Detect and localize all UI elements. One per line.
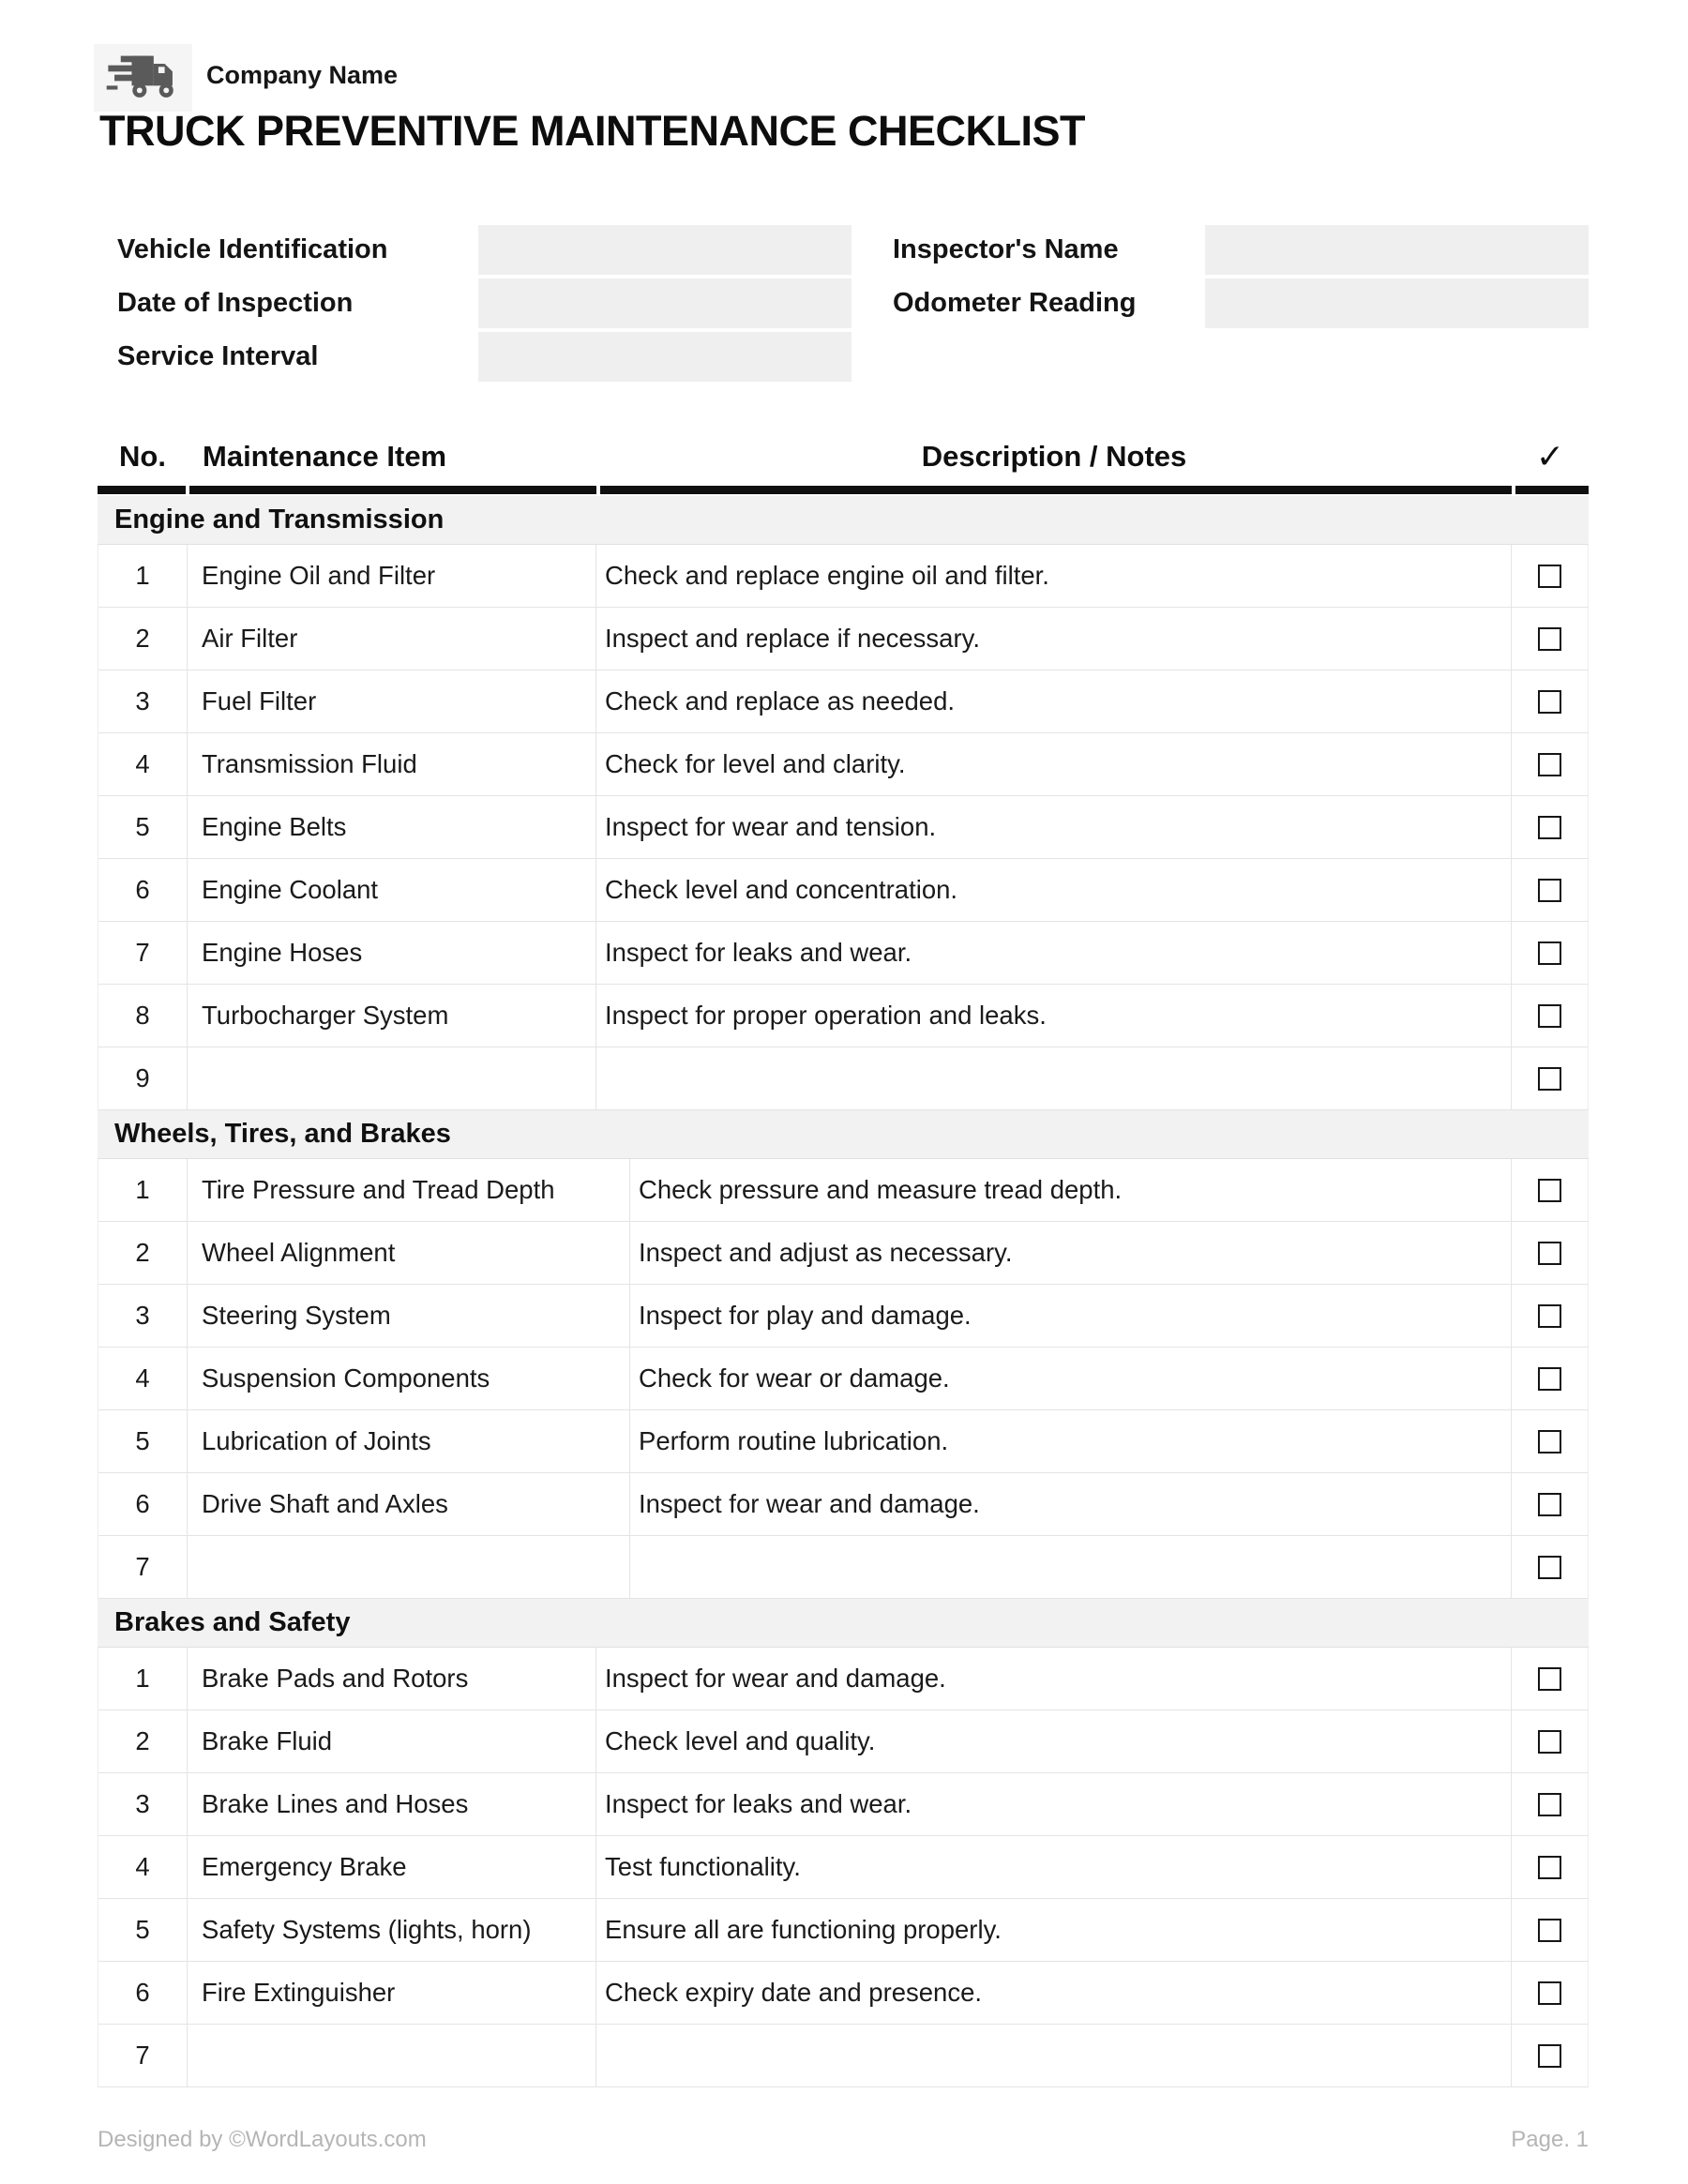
row-check-cell <box>1512 608 1588 670</box>
row-item: Brake Lines and Hoses <box>188 1773 596 1835</box>
truck-icon <box>100 49 187 107</box>
row-check-cell <box>1512 670 1588 732</box>
checkbox[interactable] <box>1538 1004 1561 1028</box>
row-check-cell <box>1512 2025 1588 2086</box>
row-item: Suspension Components <box>188 1348 630 1409</box>
row-check-cell <box>1512 1710 1588 1772</box>
checkbox[interactable] <box>1538 1730 1561 1754</box>
row-check-cell <box>1512 922 1588 984</box>
row-description: Check and replace engine oil and filter. <box>596 545 1512 607</box>
section-title: Engine and Transmission <box>114 505 445 535</box>
row-description: Check pressure and measure tread depth. <box>630 1159 1512 1221</box>
row-check-cell <box>1512 1047 1588 1109</box>
row-description: Ensure all are functioning properly. <box>596 1899 1512 1961</box>
row-check-cell <box>1512 1899 1588 1961</box>
row-description: Inspect and adjust as necessary. <box>630 1222 1512 1284</box>
row-item: Fire Extinguisher <box>188 1962 596 2024</box>
table-row <box>98 1410 1588 1473</box>
table-row <box>98 1836 1588 1899</box>
vehicle-identification-label: Vehicle Identification <box>117 234 388 264</box>
table-row <box>98 608 1588 670</box>
service-interval-label: Service Interval <box>117 341 319 371</box>
row-item <box>188 1536 630 1598</box>
table-row <box>98 1962 1588 2025</box>
table-row <box>98 1899 1588 1962</box>
row-number: 1 <box>98 545 188 607</box>
row-item: Turbocharger System <box>188 985 596 1047</box>
page-number: Page. 1 <box>1511 2127 1589 2152</box>
table-section <box>98 1599 1589 2087</box>
checkbox[interactable] <box>1538 1242 1561 1265</box>
table-row <box>98 2025 1588 2087</box>
checkbox[interactable] <box>1538 565 1561 588</box>
odometer-reading-label: Odometer Reading <box>893 288 1137 318</box>
row-number: 3 <box>98 670 188 732</box>
row-check-cell <box>1512 1222 1588 1284</box>
column-header-item: Maintenance Item <box>203 439 447 473</box>
row-item: Brake Fluid <box>188 1710 596 1772</box>
row-description: Inspect for wear and damage. <box>596 1648 1512 1710</box>
table-row <box>98 859 1588 922</box>
row-item: Brake Pads and Rotors <box>188 1648 596 1710</box>
row-description <box>596 2025 1512 2086</box>
row-description <box>596 1047 1512 1109</box>
row-item: Drive Shaft and Axles <box>188 1473 630 1535</box>
row-item <box>188 2025 596 2086</box>
row-description: Check expiry date and presence. <box>596 1962 1512 2024</box>
row-description: Perform routine lubrication. <box>630 1410 1512 1472</box>
row-item: Fuel Filter <box>188 670 596 732</box>
row-number: 5 <box>98 1899 188 1961</box>
row-item: Emergency Brake <box>188 1836 596 1898</box>
row-number: 2 <box>98 608 188 670</box>
row-item: Engine Coolant <box>188 859 596 921</box>
row-number: 5 <box>98 796 188 858</box>
section-header <box>98 1599 1589 1648</box>
designed-by-text: Designed by ©WordLayouts.com <box>98 2127 427 2152</box>
row-item: Safety Systems (lights, horn) <box>188 1899 596 1961</box>
row-description: Check and replace as needed. <box>596 670 1512 732</box>
checkbox[interactable] <box>1538 627 1561 651</box>
table-row <box>98 1222 1588 1285</box>
header-rule <box>98 486 1589 494</box>
row-number: 7 <box>98 1536 188 1598</box>
row-description: Inspect for play and damage. <box>630 1285 1512 1347</box>
row-check-cell <box>1512 1648 1588 1710</box>
column-header-no: No. <box>119 439 166 473</box>
date-of-inspection-input[interactable] <box>478 279 852 328</box>
row-item: Engine Belts <box>188 796 596 858</box>
row-number: 4 <box>98 733 188 795</box>
row-number: 4 <box>98 1348 188 1409</box>
row-number: 4 <box>98 1836 188 1898</box>
company-name: Company Name <box>206 61 399 89</box>
table-row <box>98 545 1588 608</box>
row-item: Engine Hoses <box>188 922 596 984</box>
checkbox[interactable] <box>1538 941 1561 965</box>
row-description: Inspect for proper operation and leaks. <box>596 985 1512 1047</box>
row-number: 5 <box>98 1410 188 1472</box>
date-of-inspection-label: Date of Inspection <box>117 288 354 318</box>
row-description: Check level and quality. <box>596 1710 1512 1772</box>
row-check-cell <box>1512 733 1588 795</box>
row-item: Air Filter <box>188 608 596 670</box>
row-number: 7 <box>98 922 188 984</box>
checkbox[interactable] <box>1538 1304 1561 1328</box>
check-icon: ✓ <box>1535 436 1565 475</box>
table-section <box>98 496 1589 1110</box>
table-row <box>98 1047 1588 1110</box>
row-number: 6 <box>98 1473 188 1535</box>
checkbox[interactable] <box>1538 1367 1561 1391</box>
section-header <box>98 1110 1589 1159</box>
odometer-reading-input[interactable] <box>1205 279 1589 328</box>
checkbox[interactable] <box>1538 753 1561 776</box>
row-description: Check for wear or damage. <box>630 1348 1512 1409</box>
row-description: Inspect for wear and damage. <box>630 1473 1512 1535</box>
table-row <box>98 1473 1588 1536</box>
row-item: Transmission Fluid <box>188 733 596 795</box>
checkbox[interactable] <box>1538 1179 1561 1202</box>
inspectors-name-input[interactable] <box>1205 225 1589 275</box>
inspectors-name-label: Inspector's Name <box>893 234 1119 264</box>
section-title: Wheels, Tires, and Brakes <box>114 1119 451 1149</box>
table-row <box>98 1348 1588 1410</box>
row-number: 3 <box>98 1285 188 1347</box>
table-row <box>98 1648 1588 1710</box>
checkbox[interactable] <box>1538 879 1561 902</box>
table-row <box>98 733 1588 796</box>
checkbox[interactable] <box>1538 2044 1561 2068</box>
section-title: Brakes and Safety <box>114 1607 351 1637</box>
column-header-description: Description / Notes <box>921 439 1187 473</box>
checkbox[interactable] <box>1538 1667 1561 1691</box>
row-check-cell <box>1512 796 1588 858</box>
table-section <box>98 1110 1589 1599</box>
row-check-cell <box>1512 545 1588 607</box>
row-check-cell <box>1512 1473 1588 1535</box>
service-interval-input[interactable] <box>478 332 852 382</box>
row-item: Wheel Alignment <box>188 1222 630 1284</box>
checkbox[interactable] <box>1538 816 1561 839</box>
table-row <box>98 1710 1588 1773</box>
row-number: 2 <box>98 1222 188 1284</box>
row-check-cell <box>1512 1159 1588 1221</box>
checkbox[interactable] <box>1538 1067 1561 1091</box>
row-number: 7 <box>98 2025 188 2086</box>
table-row <box>98 1773 1588 1836</box>
checkbox[interactable] <box>1538 690 1561 714</box>
row-description: Test functionality. <box>596 1836 1512 1898</box>
row-number: 6 <box>98 859 188 921</box>
checkbox[interactable] <box>1538 1430 1561 1453</box>
row-item: Tire Pressure and Tread Depth <box>188 1159 630 1221</box>
checklist-table-body <box>98 496 1589 2087</box>
checkbox[interactable] <box>1538 1493 1561 1516</box>
row-item: Lubrication of Joints <box>188 1410 630 1472</box>
row-description: Inspect for leaks and wear. <box>596 922 1512 984</box>
row-check-cell <box>1512 859 1588 921</box>
row-check-cell <box>1512 1836 1588 1898</box>
row-item: Engine Oil and Filter <box>188 545 596 607</box>
row-description <box>630 1536 1512 1598</box>
row-description: Inspect for leaks and wear. <box>596 1773 1512 1835</box>
row-number: 2 <box>98 1710 188 1772</box>
row-check-cell <box>1512 985 1588 1047</box>
row-description: Inspect for wear and tension. <box>596 796 1512 858</box>
row-check-cell <box>1512 1536 1588 1598</box>
table-row <box>98 922 1588 985</box>
company-logo <box>94 44 192 112</box>
row-item: Steering System <box>188 1285 630 1347</box>
table-row <box>98 1536 1588 1599</box>
page-title: TRUCK PREVENTIVE MAINTENANCE CHECKLIST <box>99 107 1086 155</box>
row-number: 1 <box>98 1159 188 1221</box>
section-header <box>98 496 1589 545</box>
row-number: 1 <box>98 1648 188 1710</box>
checkbox[interactable] <box>1538 1919 1561 1942</box>
row-description: Check for level and clarity. <box>596 733 1512 795</box>
row-number: 9 <box>98 1047 188 1109</box>
checkbox[interactable] <box>1538 1556 1561 1579</box>
page-footer <box>98 2127 1589 2153</box>
row-item <box>188 1047 596 1109</box>
row-number: 6 <box>98 1962 188 2024</box>
table-row <box>98 670 1588 733</box>
row-check-cell <box>1512 1348 1588 1409</box>
table-header <box>98 427 1589 486</box>
checkbox[interactable] <box>1538 1856 1561 1879</box>
inspection-form <box>98 225 1589 385</box>
table-row <box>98 796 1588 859</box>
row-check-cell <box>1512 1773 1588 1835</box>
row-description: Inspect and replace if necessary. <box>596 608 1512 670</box>
checkbox[interactable] <box>1538 1981 1561 2005</box>
row-check-cell <box>1512 1285 1588 1347</box>
row-description: Check level and concentration. <box>596 859 1512 921</box>
checkbox[interactable] <box>1538 1793 1561 1816</box>
row-number: 3 <box>98 1773 188 1835</box>
table-row <box>98 1285 1588 1348</box>
row-number: 8 <box>98 985 188 1047</box>
row-check-cell <box>1512 1410 1588 1472</box>
table-row <box>98 1159 1588 1222</box>
vehicle-identification-input[interactable] <box>478 225 852 275</box>
row-check-cell <box>1512 1962 1588 2024</box>
table-row <box>98 985 1588 1047</box>
